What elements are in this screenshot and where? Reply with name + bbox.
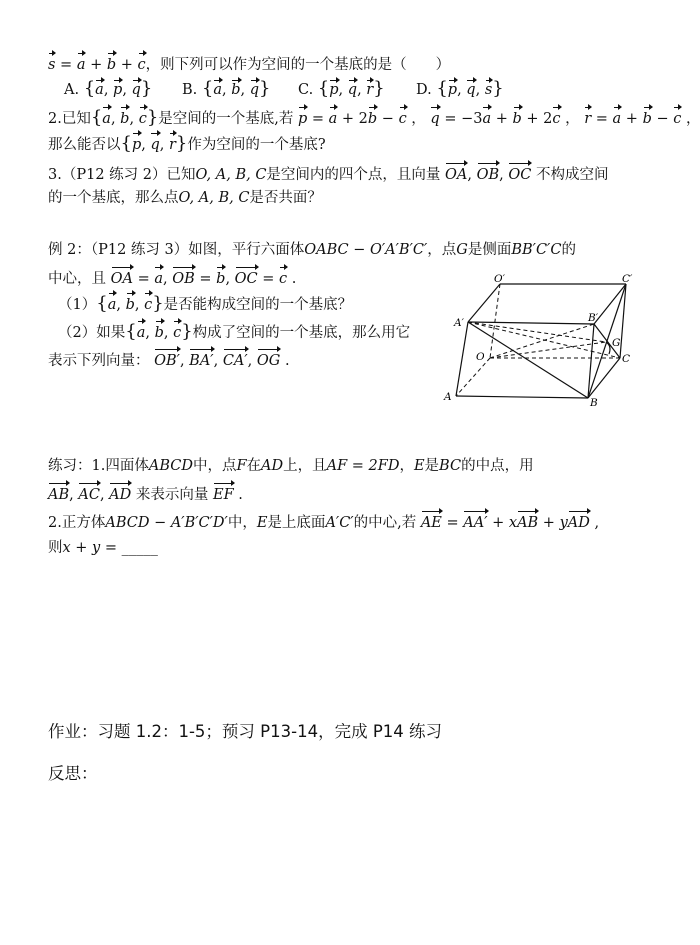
q1-option-d: D. {p, q, s} [416, 78, 504, 99]
q1-option-b: B. {a, b, q} [182, 78, 271, 99]
label-a-prime: A′ [454, 317, 464, 329]
label-c-prime: C′ [622, 273, 633, 285]
q2-line1: 2.已知{a, b, c}是空间的一个基底,若 p = a + 2b − c ， q = −3a + b + 2c ， r = a + b − c ， [48, 107, 700, 128]
practice-line1: 练习：1.四面体ABCD中，点F在AD上，且AF = 2FD，E是BC的中点，用 [48, 458, 534, 474]
ex2-sub1: （1）{a, b, c}是否能构成空间的一个基底？ [58, 293, 353, 314]
label-a: A [444, 391, 452, 403]
q2-line2: 那么能否以{p, q, r}作为空间的一个基底? [48, 133, 326, 154]
practice-line3: 2.正方体ABCD − A′B′C′D′中，E是上底面A′C′的中心,若 AE = AA′ + xAB + yAD , [48, 510, 599, 533]
label-c: C [622, 353, 631, 365]
q1-stem: s = a + b + c，则下列可以作为空间的一个基底的是（ ） [48, 52, 450, 75]
q3-line2: 的一个基底，那么点O, A, B, C是否共面？ [48, 190, 322, 206]
ex2-sub2: （2）如果{a, b, c}构成了空间的一个基底，那么用它 [58, 321, 411, 342]
reflection-label: 反思： [48, 764, 98, 783]
practice-line4: 则x + y = _____ [48, 540, 158, 556]
q3-line1: 3.（P12 练习 2）已知O, A, B, C是空间内的四个点，且向量 OA, OB, OC 不构成空间 [48, 162, 608, 185]
answer-blank: _____ [121, 540, 158, 556]
q1-stem-text: ，则下列可以作为空间的一个基底的是（ ） [145, 57, 451, 73]
label-b-prime: B′ [588, 312, 599, 324]
practice-line2: AB, AC, AD 来表示向量 EF . [48, 482, 243, 505]
homework: 作业：习题 1.2：1-5；预习 P13-14，完成 P14 练习 [48, 722, 443, 741]
q1-option-a: A. {a, p, q} [64, 78, 153, 99]
ex2-line2: 中心，且 OA = a, OB = b, OC = c . [48, 266, 296, 289]
q1-option-c: C. {p, q, r} [298, 78, 385, 99]
ex2-line1: 例 2：（P12 练习 3）如图，平行六面体OABC − O′A′B′C′，点G是侧面BB′C′C的 [48, 242, 576, 258]
label-g: G [612, 337, 621, 349]
ex2-line5: 表示下列向量： OB′, BA′, CA′, OG . [48, 348, 290, 371]
label-o: O [476, 351, 485, 363]
label-b: B [590, 397, 598, 409]
parallelepiped-figure [438, 272, 638, 412]
label-o-prime: O′ [494, 273, 505, 285]
